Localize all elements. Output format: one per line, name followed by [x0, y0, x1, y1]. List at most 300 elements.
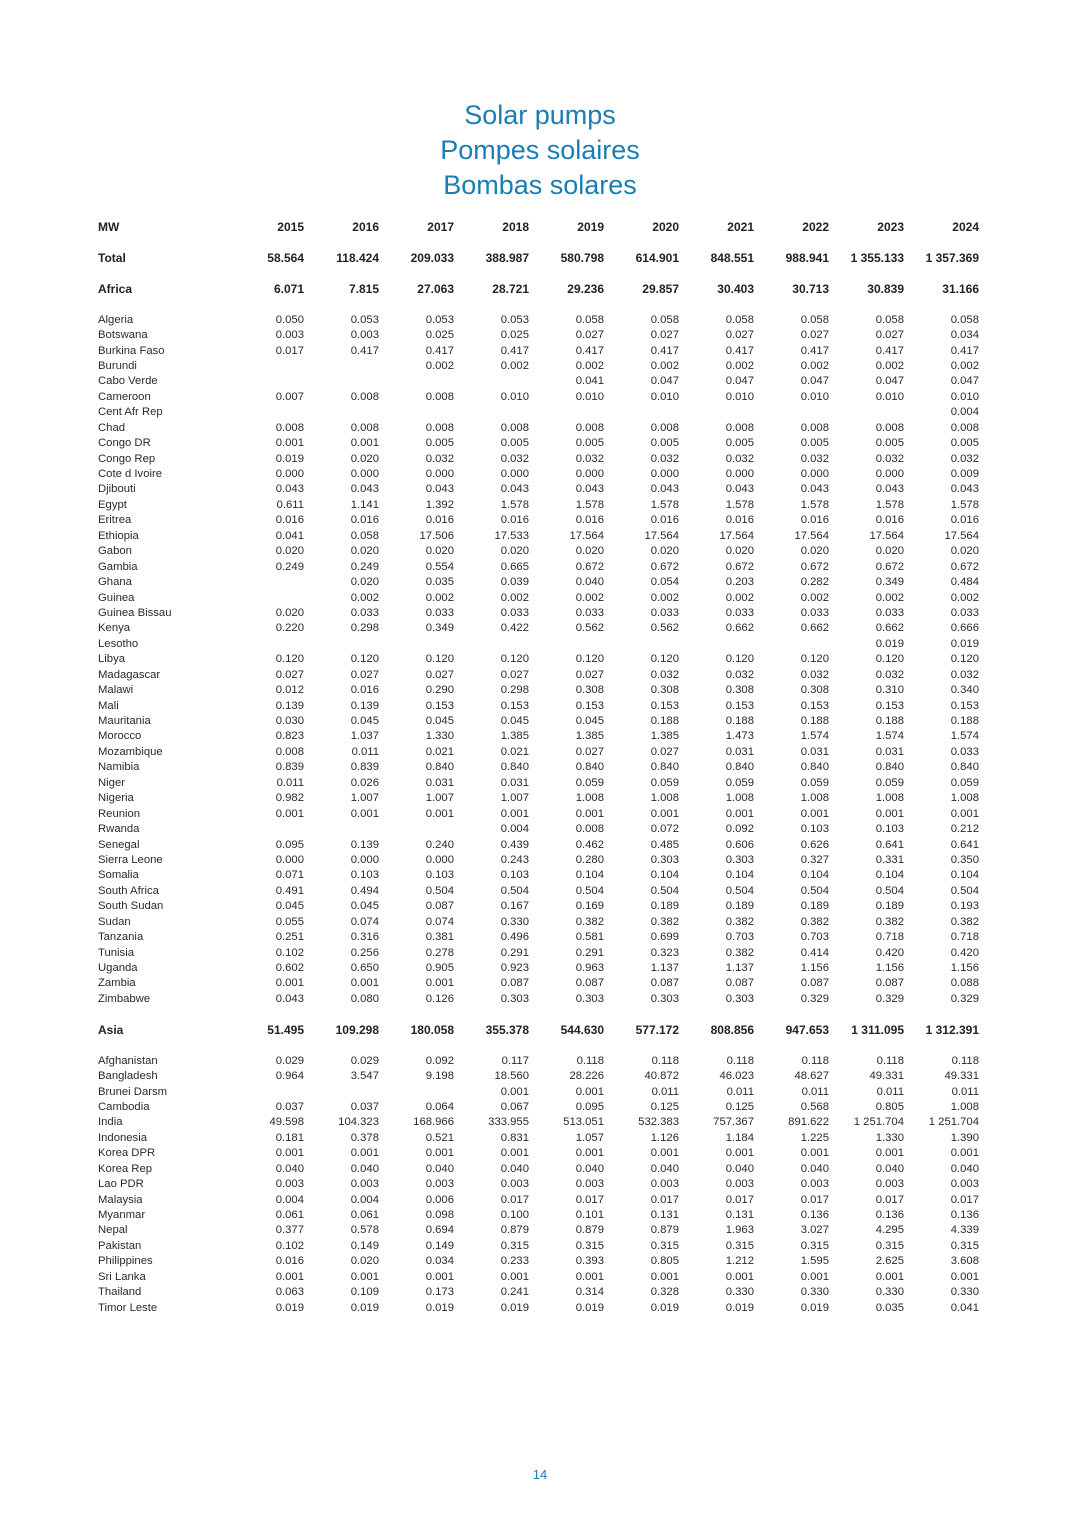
country-row-value: 0.001 — [425, 807, 454, 820]
country-row-value: 0.189 — [725, 900, 754, 913]
country-row-value: 0.310 — [875, 684, 904, 697]
country-row-value — [229, 405, 304, 420]
header-row-value: 2024 — [952, 220, 979, 234]
country-row-value: 0.043 — [275, 483, 304, 496]
country-row-value: 0.103 — [350, 869, 379, 882]
country-row-value: 0.058 — [725, 313, 754, 326]
country-row-value: 0.008 — [425, 390, 454, 403]
country-row-value: 0.002 — [875, 591, 904, 604]
country-row-value: 0.504 — [425, 884, 454, 897]
country-row-value: 0.001 — [275, 1147, 304, 1160]
country-row-label: Cabo Verde — [98, 375, 158, 388]
country-row-value: 0.001 — [575, 1270, 604, 1283]
region-row-value: 180.058 — [410, 1022, 454, 1037]
country-row-value: 0.330 — [725, 1286, 754, 1299]
country-row-value: 17.564 — [569, 529, 604, 542]
country-row-value: 0.027 — [650, 329, 679, 342]
country-row-value: 0.462 — [575, 838, 604, 851]
country-row — [98, 467, 980, 482]
country-row-value: 0.039 — [500, 576, 529, 589]
country-row-value: 0.002 — [575, 591, 604, 604]
country-row-value: 1.007 — [500, 792, 529, 805]
country-row-value: 1.212 — [725, 1255, 754, 1268]
country-row-value: 0.005 — [950, 437, 979, 450]
country-row-value: 0.040 — [275, 1162, 304, 1175]
country-row-value: 0.003 — [875, 1178, 904, 1191]
country-row-value: 0.504 — [575, 884, 604, 897]
country-row-value: 1.574 — [950, 730, 979, 743]
region-row-value: 51.495 — [267, 1022, 304, 1037]
country-row — [98, 498, 980, 513]
country-row-value: 0.011 — [726, 1085, 754, 1098]
country-row-label: Niger — [98, 776, 125, 789]
country-row-value: 0.017 — [875, 1193, 904, 1206]
country-row-value: 0.087 — [575, 977, 604, 990]
country-row-value: 0.330 — [800, 1286, 829, 1299]
country-row-value: 0.001 — [425, 1147, 454, 1160]
country-row-label: Thailand — [98, 1286, 142, 1299]
header-row-value: 2016 — [352, 220, 379, 234]
country-row-value: 1.385 — [650, 730, 679, 743]
country-row-value: 0.033 — [350, 606, 379, 619]
country-row-value: 0.020 — [275, 606, 304, 619]
country-row-value: 3.608 — [950, 1255, 979, 1268]
country-row-value: 0.019 — [650, 1301, 679, 1314]
country-row-value: 1.385 — [500, 730, 529, 743]
country-row-value: 0.117 — [501, 1054, 529, 1067]
country-row-value: 0.001 — [575, 807, 604, 820]
country-row-value: 0.032 — [950, 452, 979, 465]
country-row — [98, 390, 980, 405]
country-row-value: 0.005 — [800, 437, 829, 450]
region-row-value: 577.172 — [635, 1022, 679, 1037]
country-row-value: 0.350 — [950, 853, 979, 866]
country-row-value: 0.568 — [800, 1100, 829, 1113]
country-row-value: 0.136 — [800, 1209, 829, 1221]
country-row-value: 757.367 — [713, 1116, 754, 1129]
country-row-value: 0.323 — [650, 946, 679, 959]
country-row-value: 0.662 — [800, 622, 829, 635]
country-row-value: 0.703 — [800, 931, 829, 944]
country-row-value: 0.019 — [725, 1301, 754, 1314]
country-row-value: 0.641 — [875, 838, 904, 851]
country-row-value: 0.027 — [725, 329, 754, 342]
country-row-value: 1.008 — [725, 792, 754, 805]
country-row-value: 0.040 — [875, 1162, 904, 1175]
country-row-value: 0.027 — [800, 329, 829, 342]
country-row — [98, 776, 980, 791]
region-row-value: 29.236 — [567, 281, 604, 296]
country-row-value: 0.008 — [275, 421, 304, 434]
country-row-value: 0.087 — [650, 977, 679, 990]
country-row-value: 0.126 — [425, 992, 454, 1005]
country-row — [98, 1131, 980, 1146]
country-row-value: 0.104 — [875, 869, 904, 882]
country-row-value: 0.019 — [875, 637, 904, 650]
country-row — [98, 838, 980, 853]
country-row-value: 0.033 — [650, 606, 679, 619]
country-row-value: 0.004 — [275, 1193, 304, 1206]
country-row-value: 0.008 — [950, 421, 979, 434]
country-row-value: 0.045 — [575, 715, 604, 727]
header-row-value: 2022 — [802, 220, 829, 234]
country-row-label: Ghana — [98, 576, 132, 589]
country-row-value: 0.008 — [425, 421, 454, 434]
country-row-value: 17.506 — [419, 529, 454, 542]
region-row-value: 7.815 — [348, 281, 379, 296]
region-row — [98, 1023, 980, 1038]
country-row-value: 0.315 — [950, 1239, 979, 1252]
country-row-value: 0.131 — [650, 1209, 679, 1221]
country-row-value: 0.840 — [875, 761, 904, 774]
country-row-value: 0.718 — [875, 931, 904, 944]
country-row-value: 0.879 — [650, 1224, 679, 1237]
country-row-value: 0.033 — [950, 606, 979, 619]
country-row-value: 1.578 — [950, 498, 979, 511]
country-row-label: Somalia — [98, 869, 139, 882]
country-row-value: 0.964 — [275, 1070, 304, 1083]
country-row-value: 0.000 — [650, 468, 679, 480]
country-row-value: 0.019 — [275, 452, 304, 465]
country-row-value: 49.331 — [869, 1070, 904, 1083]
country-row-label: Congo DR — [98, 437, 151, 450]
country-row-value: 104.323 — [338, 1116, 379, 1129]
country-row-value: 1.057 — [575, 1131, 604, 1144]
country-row — [98, 482, 980, 497]
country-row — [98, 930, 980, 945]
country-row-value: 0.011 — [351, 745, 379, 758]
country-row-value: 168.966 — [413, 1116, 454, 1129]
country-row-value: 0.650 — [350, 962, 379, 974]
country-row-value: 0.008 — [725, 421, 754, 434]
country-row — [98, 1177, 980, 1192]
country-row-value — [829, 405, 904, 420]
country-row — [98, 374, 980, 389]
country-row-value: 0.504 — [650, 884, 679, 897]
country-row-value: 0.120 — [500, 653, 529, 666]
country-row — [98, 961, 980, 976]
country-row-value: 17.564 — [644, 529, 679, 542]
country-row-label: Madagascar — [98, 668, 161, 681]
country-row-value: 0.118 — [726, 1054, 754, 1067]
country-row-value: 46.023 — [719, 1070, 754, 1083]
country-row-value: 0.120 — [875, 653, 904, 666]
country-row-value: 0.009 — [950, 468, 979, 480]
country-row-value: 0.328 — [650, 1286, 679, 1299]
country-row-value: 0.001 — [875, 1147, 904, 1160]
country-row-value: 0.377 — [275, 1224, 304, 1237]
country-row-value: 0.020 — [275, 545, 304, 558]
country-row — [98, 992, 980, 1007]
country-row-value: 0.001 — [275, 807, 304, 820]
region-row — [98, 282, 980, 297]
country-row-value: 1.137 — [650, 962, 679, 974]
country-row-value — [679, 637, 754, 652]
country-row-value: 0.001 — [350, 1270, 379, 1283]
country-row-label: Senegal — [98, 838, 140, 851]
country-row-value: 0.002 — [725, 359, 754, 372]
country-row-label: Gabon — [98, 545, 132, 558]
country-row — [98, 452, 980, 467]
country-row-value: 0.027 — [275, 668, 304, 681]
country-row-value: 0.840 — [575, 761, 604, 774]
country-row — [98, 683, 980, 698]
country-row-value: 0.005 — [575, 437, 604, 450]
country-row-value: 1.392 — [425, 498, 454, 511]
country-row-value: 0.020 — [725, 545, 754, 558]
country-row-value: 0.004 — [950, 406, 979, 419]
country-row — [98, 591, 980, 606]
country-row-value: 0.879 — [500, 1224, 529, 1237]
country-row-value: 0.033 — [500, 606, 529, 619]
country-row-label: Djibouti — [98, 483, 136, 496]
country-row-label: Philippines — [98, 1255, 153, 1268]
country-row-value: 0.422 — [500, 622, 529, 635]
country-row-value: 0.040 — [425, 1162, 454, 1175]
country-row-value: 0.153 — [500, 699, 529, 712]
country-row-label: Morocco — [98, 730, 142, 743]
country-row-value: 0.188 — [800, 715, 829, 727]
country-row-value: 1.578 — [800, 498, 829, 511]
country-row-value: 0.167 — [500, 900, 529, 913]
country-row-value: 1.473 — [725, 730, 754, 743]
country-row-value: 0.003 — [350, 329, 379, 342]
country-row-label: India — [98, 1116, 123, 1129]
country-row-value: 0.417 — [350, 344, 379, 357]
country-row-value: 0.001 — [725, 1270, 754, 1283]
country-row-value: 0.001 — [350, 807, 379, 820]
country-row-value: 0.001 — [725, 1147, 754, 1160]
country-row-value: 0.074 — [350, 915, 379, 928]
country-row-value: 1.008 — [650, 792, 679, 805]
country-row-value — [754, 637, 829, 652]
country-row — [98, 621, 980, 636]
country-row-value: 0.291 — [575, 946, 604, 959]
country-row-value: 0.064 — [425, 1100, 454, 1113]
country-row — [98, 575, 980, 590]
country-row-value: 0.025 — [425, 329, 454, 342]
country-row-value: 0.095 — [275, 838, 304, 851]
country-row-value: 0.008 — [800, 421, 829, 434]
country-row-value: 1.156 — [950, 962, 979, 974]
country-row-label: Libya — [98, 653, 126, 666]
country-row-value: 0.072 — [650, 823, 679, 836]
country-row-value: 0.016 — [425, 514, 454, 527]
region-row-value: 27.063 — [417, 281, 454, 296]
country-row-value: 1.578 — [650, 498, 679, 511]
country-row-value: 0.001 — [725, 807, 754, 820]
country-row-value: 0.032 — [950, 668, 979, 681]
country-row-label: Afghanistan — [98, 1054, 158, 1067]
country-row-value: 0.003 — [275, 1178, 304, 1191]
country-row-value: 0.043 — [350, 483, 379, 496]
country-row-value: 0.058 — [575, 313, 604, 326]
country-row-value: 0.016 — [725, 514, 754, 527]
country-row-value: 0.000 — [575, 468, 604, 480]
country-row-value: 0.053 — [425, 313, 454, 326]
country-row-value: 2.625 — [875, 1255, 904, 1268]
country-row-value: 0.087 — [500, 977, 529, 990]
country-row-value: 1.137 — [725, 962, 754, 974]
country-row-value: 0.040 — [500, 1162, 529, 1175]
country-row-value: 0.001 — [275, 1270, 304, 1283]
country-row-value: 0.382 — [725, 915, 754, 928]
page-number: 14 — [532, 1467, 548, 1482]
country-row-value: 0.002 — [500, 359, 529, 372]
country-row-value: 0.025 — [500, 329, 529, 342]
country-row-value: 0.241 — [500, 1286, 529, 1299]
country-row-value: 0.002 — [650, 359, 679, 372]
country-row-value: 0.203 — [725, 576, 754, 589]
country-row-value: 0.602 — [275, 962, 304, 974]
country-row-value: 0.104 — [650, 869, 679, 882]
country-row-value: 0.905 — [425, 962, 454, 974]
country-row-value: 0.017 — [575, 1193, 604, 1206]
country-row-value: 0.010 — [800, 390, 829, 403]
country-row-value: 0.020 — [650, 545, 679, 558]
country-row-value: 1.578 — [500, 498, 529, 511]
country-row-value: 1.007 — [425, 792, 454, 805]
country-row-label: Cent Afr Rep — [98, 406, 163, 419]
country-row-value: 0.001 — [875, 807, 904, 820]
country-row-value: 0.047 — [875, 375, 904, 388]
country-row-value: 0.308 — [800, 684, 829, 697]
country-row-value: 0.061 — [350, 1209, 379, 1221]
country-row-value: 0.040 — [725, 1162, 754, 1175]
country-row — [98, 529, 980, 544]
country-row-value — [454, 405, 529, 420]
country-row-label: Kenya — [98, 622, 131, 635]
country-row-value: 0.153 — [575, 699, 604, 712]
country-row-value: 0.439 — [500, 838, 529, 851]
country-row — [98, 405, 980, 420]
country-row-value: 0.031 — [875, 745, 904, 758]
country-row-value: 0.027 — [500, 668, 529, 681]
country-row-value: 0.043 — [575, 483, 604, 496]
country-row-value: 0.008 — [650, 421, 679, 434]
country-row-value: 0.249 — [350, 560, 379, 573]
country-row-value: 0.298 — [350, 622, 379, 635]
total-row-value: 209.033 — [410, 250, 454, 265]
country-row-value: 49.598 — [269, 1116, 304, 1129]
country-row-value: 0.840 — [725, 761, 754, 774]
country-row — [98, 868, 980, 883]
country-row — [98, 436, 980, 451]
country-row-value: 0.666 — [950, 622, 979, 635]
country-row-value: 0.017 — [500, 1193, 529, 1206]
country-row-value: 0.003 — [800, 1178, 829, 1191]
country-row-value: 0.414 — [800, 946, 829, 959]
country-row-value: 0.004 — [350, 1193, 379, 1206]
country-row-value: 0.420 — [875, 946, 904, 959]
country-row-value: 0.672 — [650, 560, 679, 573]
country-row-value: 0.303 — [575, 992, 604, 1005]
country-row-value: 0.001 — [425, 1270, 454, 1283]
country-row-value: 0.017 — [275, 344, 304, 357]
country-row-value: 0.047 — [950, 375, 979, 388]
country-row — [98, 884, 980, 899]
country-row-value: 0.032 — [650, 668, 679, 681]
country-row-value — [229, 637, 304, 652]
country-row-value: 0.020 — [800, 545, 829, 558]
region-row-value: 109.298 — [335, 1022, 379, 1037]
country-row-value: 0.058 — [950, 313, 979, 326]
country-row-label: Sri Lanka — [98, 1270, 146, 1283]
country-row-value: 0.002 — [950, 591, 979, 604]
country-row-value: 0.027 — [650, 745, 679, 758]
country-row-value: 0.139 — [350, 699, 379, 712]
country-row-value: 0.040 — [350, 1162, 379, 1175]
country-row-value: 0.008 — [350, 421, 379, 434]
header-row-value: 2021 — [727, 220, 754, 234]
country-row-label: Nigeria — [98, 792, 134, 805]
country-row-value: 0.251 — [275, 931, 304, 944]
country-row-value: 0.315 — [575, 1239, 604, 1252]
country-row — [98, 807, 980, 822]
country-row-value: 28.226 — [569, 1070, 604, 1083]
country-row-label: Cambodia — [98, 1100, 150, 1113]
country-row-value: 0.002 — [875, 359, 904, 372]
country-row-value: 0.032 — [425, 452, 454, 465]
region-row-value: 6.071 — [273, 281, 304, 296]
country-row-value: 17.564 — [869, 529, 904, 542]
country-row-value: 0.040 — [950, 1162, 979, 1175]
country-row-value: 0.139 — [275, 699, 304, 712]
country-row-value: 333.955 — [488, 1116, 529, 1129]
country-row-value: 0.033 — [875, 606, 904, 619]
country-row-value: 0.026 — [350, 776, 379, 789]
country-row-value: 0.029 — [350, 1054, 379, 1067]
country-row-label: Congo Rep — [98, 452, 156, 465]
country-row-value: 0.043 — [800, 483, 829, 496]
total-row-value: 1 355.133 — [850, 250, 904, 265]
country-row-value: 0.045 — [500, 715, 529, 727]
country-row-value: 0.125 — [725, 1100, 754, 1113]
country-row-value: 0.131 — [725, 1209, 754, 1221]
country-row-value: 0.008 — [575, 823, 604, 836]
country-row-value: 0.001 — [275, 437, 304, 450]
country-row-value: 40.872 — [644, 1070, 679, 1083]
country-row-value: 0.521 — [425, 1131, 454, 1144]
country-row-value: 0.256 — [350, 946, 379, 959]
country-row-value: 0.002 — [425, 591, 454, 604]
country-row-value: 0.019 — [500, 1301, 529, 1314]
country-row-value — [379, 1085, 454, 1100]
country-row-value: 0.001 — [800, 1147, 829, 1160]
country-row-value: 0.003 — [425, 1178, 454, 1191]
country-row — [98, 1162, 980, 1177]
country-row-value: 0.059 — [650, 776, 679, 789]
country-row — [98, 853, 980, 868]
country-row-value: 0.016 — [575, 514, 604, 527]
country-row-value: 0.020 — [575, 545, 604, 558]
country-row-label: Timor Leste — [98, 1301, 158, 1314]
country-row-value: 0.378 — [350, 1131, 379, 1144]
country-row-label: Mozambique — [98, 745, 163, 758]
country-row-value: 0.109 — [350, 1286, 379, 1299]
country-row — [98, 976, 980, 991]
country-row-value: 0.626 — [800, 838, 829, 851]
header-row-value: 2020 — [652, 220, 679, 234]
country-row-value — [529, 405, 604, 420]
country-row-value: 0.033 — [575, 606, 604, 619]
country-row-value: 0.554 — [425, 560, 454, 573]
country-row-value: 1.141 — [350, 498, 379, 511]
country-row-value: 0.032 — [650, 452, 679, 465]
country-row-value: 1.126 — [650, 1131, 679, 1144]
country-row-value: 0.002 — [725, 591, 754, 604]
country-row-value — [229, 359, 304, 374]
